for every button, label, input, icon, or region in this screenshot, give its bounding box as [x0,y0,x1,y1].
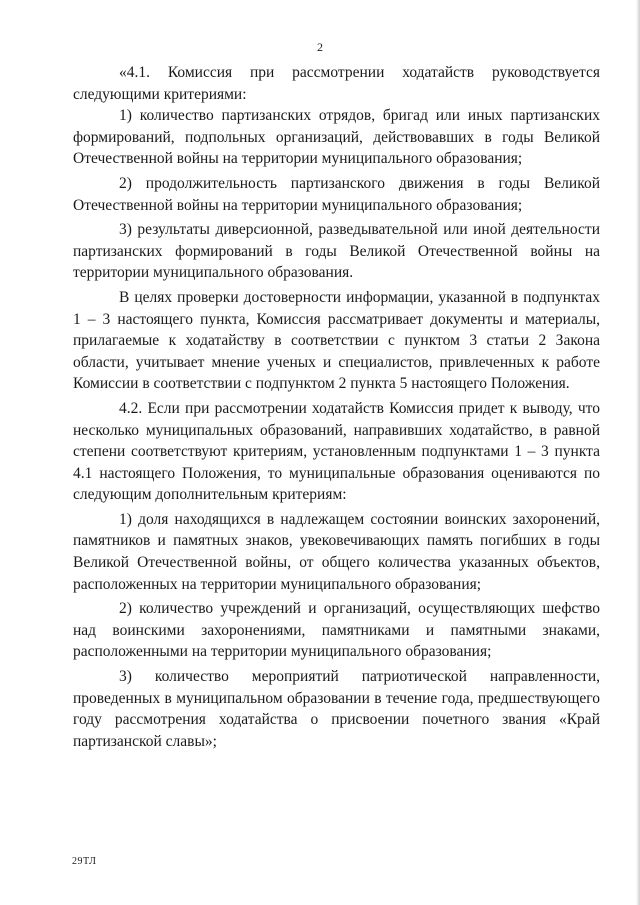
scan-edge-shadow [636,0,640,905]
paragraph-4-1-intro: «4.1. Комиссия при рассмотрении ходатайств руководствуется следующими критериями: [73,64,600,103]
document-code: 29ТЛ [72,856,97,867]
extra-criterion-2-patronage: 2) количество учреждений и организаций, осуществляющих шефство над воинскими захоронениями, памятниками и памятными знаками, расположенными на территории муниципального образования; [73,600,600,661]
paragraph-4-2-intro: 4.2. Если при рассмотрении ходатайств Комиссия придет к выводу, что несколько муниципальных образований, направивших ходатайство, в равной степени соответствуют критериям, установленным подпунктами 1 – 3 пункта 4.1 настоящего Положения, то муниципальные образования оцениваются по следующим дополнительным критериям: [73,399,600,504]
paragraph-verification: В целях проверки достоверности информации, указанной в подпунктах 1 – 3 настоящего пункта, Комиссия рассматривает документы и материалы, прилагаемые к ходатайству в соответствии с пунктом 3 статьи 2 Закона области, учитывает мнение ученых и специалистов, привлеченных к работе Комиссии в соответствии с подпунктом 2 пункта 5 настоящего Положения. [73,288,600,393]
extra-criterion-1-memorials: 1) доля находящихся в надлежащем состоянии воинских захоронений, памятников и памятных знаков, увековечивающих память погибших в годы Великой Отечественной войны, от общего количества указанных объектов, расположенных на территории муниципального образования; [73,510,600,593]
criterion-2-duration: 2) продолжительность партизанского движения в годы Великой Отечественной войны на территории муниципального образования; [73,174,600,214]
page-number: 2 [317,40,323,54]
extra-criterion-3-events: 3) количество мероприятий патриотической направленности, проведенных в муниципальном образовании в течение года, предшествующего году рассмотрения ходатайства о присвоении почетного звания «Край партизанской славы»; [73,668,600,750]
criterion-3-results: 3) результаты диверсионной, разведывательной или иной деятельности партизанских формирований в годы Великой Отечественной войны на территории муниципального образования. [73,221,600,282]
criterion-1-partisan-units: 1) количество партизанских отрядов, бригад или иных партизанских формирований, подпольных организаций, действовавших в годы Великой Отечественной войны на территории муниципального образования; [73,107,600,168]
document-body [73,62,600,752]
